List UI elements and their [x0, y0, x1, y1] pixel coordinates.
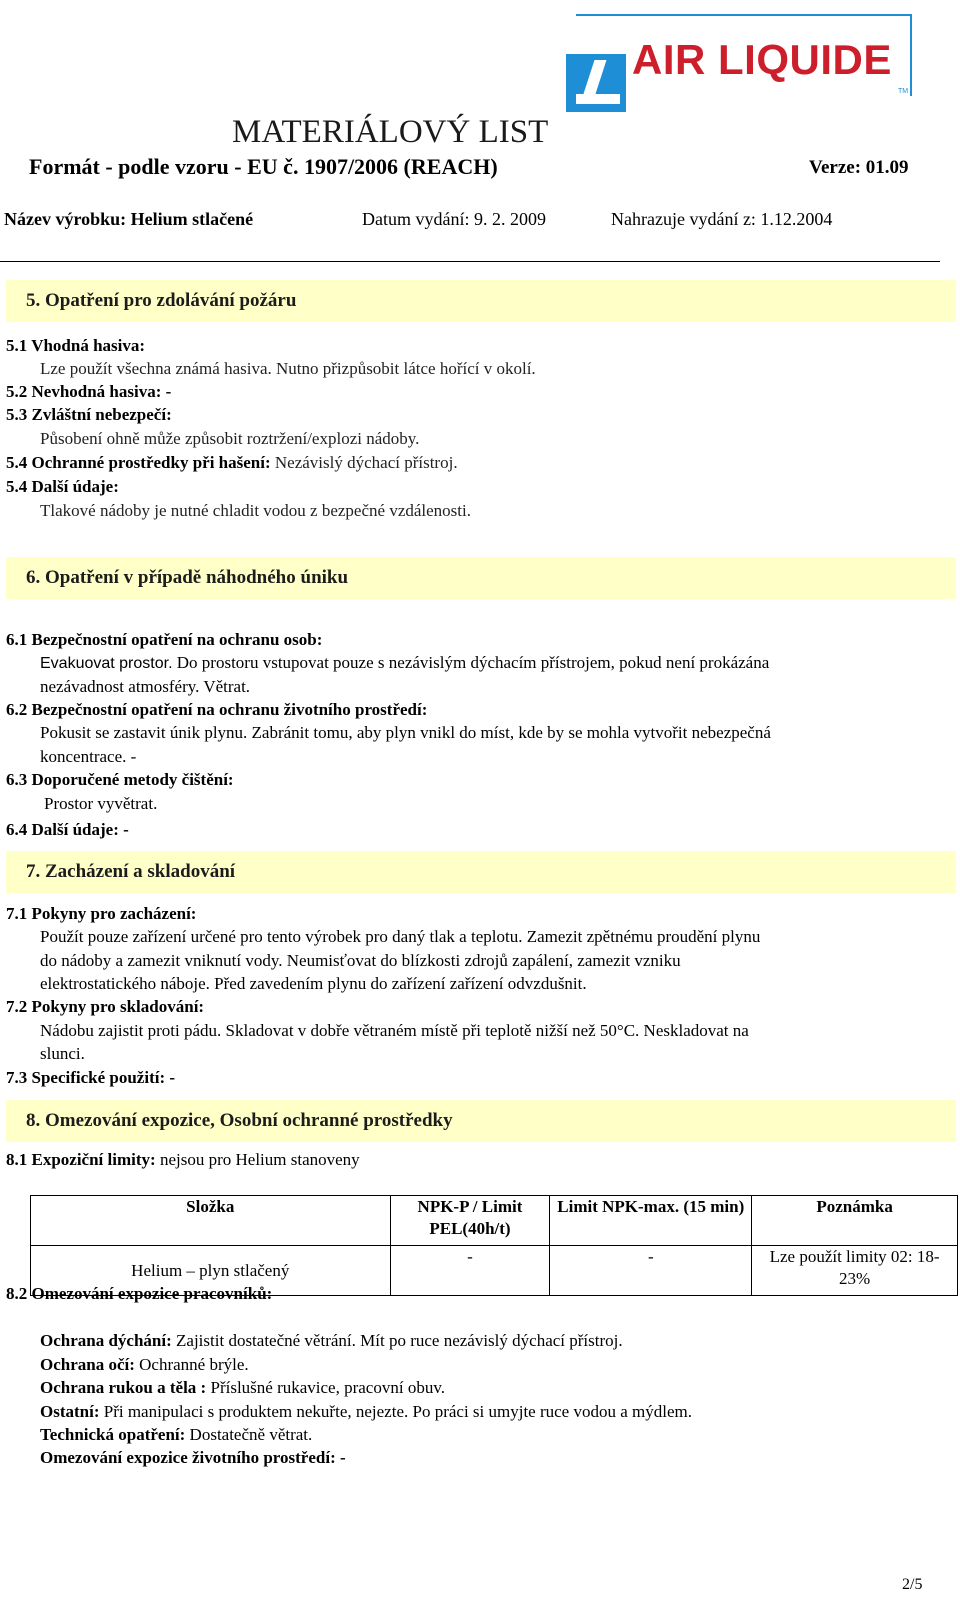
page-title: MATERIÁLOVÝ LIST — [232, 114, 549, 150]
s7-1-text-a: Použít pouze zařízení určené pro tento výrobek pro daný tlak a teplotu. Zamezit zpětnému proudění plynu — [40, 927, 761, 946]
s5-3-text: Působení ohně může způsobit roztržení/explozi nádoby. — [40, 429, 420, 448]
s6-2-label: 6.2 Bezpečnostní opatření na ochranu životního prostředí: — [6, 700, 428, 719]
s7-2-text-b: slunci. — [40, 1044, 85, 1063]
logo-tm: TM — [898, 88, 909, 95]
s6-1-text-c: nezávadnost atmosféry. Větrat. — [40, 677, 251, 696]
s7-2-text-a: Nádobu zajistit proti pádu. Skladovat v dobře větraném místě při teplotě nižší než 50°C. Neskladovat na — [40, 1021, 749, 1040]
ppe-item: Ochrana rukou a těla : Příslušné rukavice, pracovní obuv. — [40, 1378, 445, 1397]
th-npk-max: Limit NPK-max. (15 min) — [550, 1196, 752, 1246]
page-number: 2/5 — [902, 1576, 923, 1593]
s8-1-line — [6, 1150, 360, 1170]
replaces-date: Nahrazuje vydání z: 1.12.2004 — [611, 209, 833, 229]
cell-component: Helium – plyn stlačený — [31, 1246, 391, 1296]
s5-4-text: Nezávislý dýchací přístroj. — [274, 453, 458, 472]
cell-npk-p: - — [390, 1246, 550, 1296]
s7-1-text-b: do nádoby a zamezit vniknutí vody. Neumisťovat do blízkosti zdrojů zapálení, zamezit vzniku — [40, 951, 681, 970]
section-5-heading: 5. Opatření pro zdolávání požáru — [6, 280, 956, 322]
s6-2-text-b: koncentrace. - — [40, 747, 137, 766]
s8-1-label: 8.1 Expoziční limity: — [6, 1150, 156, 1169]
format-line: Formát - podle vzoru - EU č. 1907/2006 (REACH) — [29, 154, 498, 179]
ppe-item: Ochrana dýchání: Zajistit dostatečné větrání. Mít po ruce nezávislý dýchací přístroj. — [40, 1331, 623, 1350]
section-7-heading: 7. Zacházení a skladování — [6, 851, 956, 893]
s5-5-label: 5.4 Další údaje: — [6, 477, 119, 496]
s6-4: 6.4 Další údaje: - — [6, 820, 129, 839]
issue-date: Datum vydání: 9. 2. 2009 — [362, 209, 546, 229]
cell-npk-max: - — [550, 1246, 752, 1296]
logo-l-mark — [566, 54, 626, 112]
section-8-heading: 8. Omezování expozice, Osobní ochranné prostředky — [6, 1100, 956, 1142]
s7-1-text-c: elektrostatického náboje. Před zavedením plynu do zařízení zařízení odvzdušnit. — [40, 974, 587, 993]
s8-1-text: nejsou pro Helium stanoveny — [159, 1150, 360, 1169]
s7-3: 7.3 Specifické použití: - — [6, 1068, 176, 1087]
s6-1-text-a: Evakuovat prostor. Do prostoru vstupovat pouze s nezávislým dýchacím přístrojem, pokud není prokázána — [40, 653, 770, 672]
s5-1-label: 5.1 Vhodná hasiva: — [6, 336, 146, 355]
logo-text: AIR LIQUIDE — [632, 36, 892, 83]
s7-1-label: 7.1 Pokyny pro zacházení: — [6, 904, 197, 923]
s6-2-text-a: Pokusit se zastavit únik plynu. Zabránit tomu, aby plyn vnikl do míst, kde by se mohla vytvořit nebezpečná — [40, 723, 771, 742]
exposure-limits-table — [30, 1195, 958, 1296]
ppe-item: Ochrana očí: Ochranné brýle. — [40, 1355, 249, 1374]
s8-2-label: 8.2 Omezování expozice pracovníků: — [6, 1284, 273, 1303]
header-divider — [0, 261, 940, 262]
cell-note: Lze použít limity 02: 18-23% — [752, 1246, 958, 1296]
s6-3-text: Prostor vyvětrat. — [44, 794, 158, 813]
ppe-item: Omezování expozice životního prostředí: - — [40, 1448, 346, 1467]
product-name: Název výrobku: Helium stlačené — [4, 209, 254, 229]
s5-1-text: Lze použít všechna známá hasiva. Nutno přizpůsobit látce hořící v okolí. — [40, 359, 536, 378]
s5-4-label: 5.4 Ochranné prostředky při hašení: — [6, 453, 271, 472]
table-header-row — [31, 1196, 958, 1246]
s5-5-text: Tlakové nádoby je nutné chladit vodou z bezpečné vzdálenosti. — [40, 501, 471, 520]
s6-1-label: 6.1 Bezpečnostní opatření na ochranu osob: — [6, 630, 323, 649]
section-6-heading: 6. Opatření v případě náhodného úniku — [6, 557, 956, 599]
s5-2: 5.2 Nevhodná hasiva: - — [6, 382, 172, 401]
s7-2-label: 7.2 Pokyny pro skladování: — [6, 997, 205, 1016]
th-note: Poznámka — [752, 1196, 958, 1246]
th-npk-p: NPK-P / Limit PEL(40h/t) — [390, 1196, 550, 1246]
s5-3-label: 5.3 Zvláštní nebezpečí: — [6, 405, 172, 424]
ppe-item: Technická opatření: Dostatečně větrat. — [40, 1425, 313, 1444]
ppe-item: Ostatní: Při manipulaci s produktem nekuřte, nejezte. Po práci si umyjte ruce vodou a mýdlem. — [40, 1402, 692, 1421]
air-liquide-logo — [566, 14, 912, 114]
version: Verze: 01.09 — [809, 157, 909, 178]
s6-3-label: 6.3 Doporučené metody čištění: — [6, 770, 234, 789]
s5-4-line — [6, 453, 458, 473]
th-component: Složka — [31, 1196, 391, 1246]
